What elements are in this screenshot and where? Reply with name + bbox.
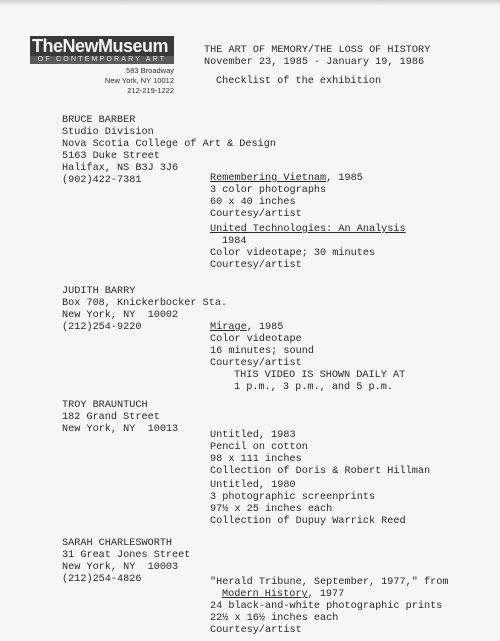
artist-name: BRUCE BARBER — [62, 115, 136, 126]
artist-contact-line: New York, NY 10002 — [62, 310, 179, 321]
work-title: United Technologies: An Analysis — [210, 224, 406, 235]
work-detail: Courtesy/artist — [210, 358, 302, 369]
screening-note: 1 p.m., 3 p.m., and 5 p.m. — [234, 382, 393, 393]
work-title: Untitled, 1983 — [210, 430, 296, 441]
work-title-suffix: , 1985 — [326, 173, 363, 184]
page-edge — [0, 0, 500, 6]
artist-name: JUDITH BARRY — [62, 286, 136, 297]
work-detail: 22½ x 16½ inches each — [210, 613, 339, 624]
artist-contact-line: 5163 Duke Street — [62, 151, 160, 162]
work-detail: Collection of Dupuy Warrick Reed — [210, 516, 406, 527]
work-title-line — [222, 589, 344, 601]
work-title-line — [210, 322, 283, 334]
work-detail: Courtesy/artist — [210, 209, 302, 220]
artist-contact-line: New York, NY 10003 — [62, 562, 179, 573]
checklist-subtitle: Checklist of the exhibition — [216, 76, 382, 87]
address-line: New York, NY 10012 — [104, 76, 174, 85]
work-title: Remembering Vietnam — [210, 173, 327, 184]
artist-contact-line: 182 Grand Street — [62, 412, 160, 423]
artist-name: SARAH CHARLESWORTH — [62, 538, 173, 549]
artist-contact-line: New York, NY 10013 — [62, 424, 179, 435]
address-line: 583 Broadway — [126, 66, 174, 75]
artist-contact-line: Halifax, NS B3J 3J6 — [62, 163, 179, 174]
exhibition-title: THE ART OF MEMORY/THE LOSS OF HISTORY — [204, 45, 431, 56]
work-detail: Courtesy/artist — [210, 625, 302, 636]
artist-contact-line: 31 Great Jones Street — [62, 550, 191, 561]
work-title: Mirage — [210, 322, 247, 333]
screening-note: THIS VIDEO IS SHOWN DAILY AT — [234, 370, 406, 381]
museum-logo-subtext: OF CONTEMPORARY ART — [30, 56, 174, 64]
work-detail: 3 photographic screenprints — [210, 492, 376, 503]
work-title: Untitled, 1980 — [210, 480, 296, 491]
work-detail: 1984 — [222, 236, 247, 247]
artist-contact-line: (212)254-9220 — [62, 322, 142, 333]
exhibition-dates: November 23, 1985 - January 19, 1986 — [204, 57, 425, 68]
work-detail: Collection of Doris & Robert Hillman — [210, 466, 431, 477]
work-detail: 3 color photographs — [210, 185, 327, 196]
work-detail: Courtesy/artist — [210, 260, 302, 271]
museum-logo: TheNewMuseum — [30, 36, 174, 56]
work-detail: 98 x 111 inches — [210, 454, 302, 465]
artist-contact-line: Studio Division — [62, 127, 154, 138]
work-title-suffix: , 1985 — [246, 322, 284, 333]
work-title-suffix: , 1977 — [307, 589, 345, 600]
artist-contact-line: (212)254-4826 — [62, 574, 142, 585]
work-title-prefix: "Herald Tribune, September, 1977," from — [210, 577, 449, 588]
address-line: 212-219-1222 — [127, 86, 174, 95]
work-detail: 16 minutes; sound — [210, 346, 314, 357]
museum-address — [60, 66, 174, 96]
artist-name: TROY BRAUNTUCH — [62, 400, 148, 411]
artist-contact-line: Box 708, Knickerbocker Sta. — [62, 298, 228, 309]
work-detail: Pencil on cotton — [210, 442, 308, 453]
work-title-line — [210, 173, 363, 185]
artist-contact-line: (902)422-7381 — [62, 175, 142, 186]
work-title: Modern History — [222, 589, 308, 600]
work-detail: Color videotape; 30 minutes — [210, 248, 376, 259]
work-title-line — [210, 224, 406, 236]
work-detail: 97½ x 25 inches each — [210, 504, 333, 515]
work-detail: 60 x 40 inches — [210, 197, 296, 208]
artist-contact-line: Nova Scotia College of Art & Design — [62, 139, 276, 150]
work-detail: 24 black-and-white photographic prints — [210, 601, 443, 612]
work-detail: Color videotape — [210, 334, 302, 345]
